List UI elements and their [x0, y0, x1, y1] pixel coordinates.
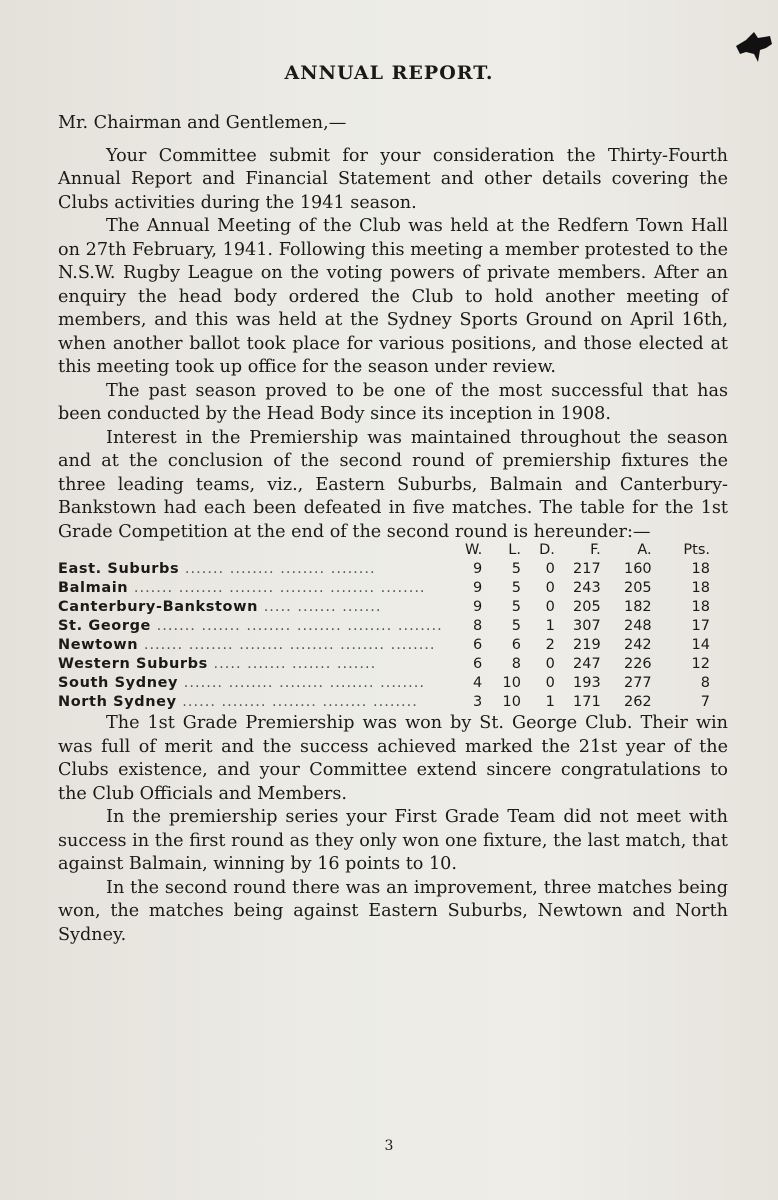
competition-table	[58, 541, 728, 712]
for-cell: 247	[573, 656, 601, 672]
for-header: F.	[590, 542, 601, 558]
won-cell: 9	[473, 580, 483, 596]
table-row	[58, 617, 728, 636]
page-number: 3	[384, 1138, 394, 1154]
paragraph-second-round: In the second round there was an improvement, three matches being won, the matches being against Eastern Suburbs, Newtown and North Sydney.	[58, 877, 728, 945]
against-cell: 242	[623, 637, 652, 653]
lost-cell: 6	[511, 637, 521, 653]
lost-cell: 10	[502, 675, 521, 691]
table-row	[58, 636, 728, 655]
paragraph-intro: Your Committee submit for your consideration the Thirty-Fourth Annual Report and Financial Statement and other details covering the Clubs activities during the 1941 season.	[58, 145, 728, 213]
for-cell: 243	[573, 580, 601, 596]
lost-cell: 5	[511, 599, 521, 615]
points-cell: 7	[700, 694, 710, 710]
points-cell: 8	[700, 675, 710, 691]
paragraph-season: The past season proved to be one of the most successful that has been conducted by the Head Body since its inception in 1908.	[58, 380, 728, 424]
against-header: A.	[637, 542, 652, 558]
team-cell: Newtown ....... ........ ........ ........ ........ ........	[58, 637, 436, 653]
drawn-cell: 0	[545, 656, 555, 672]
paragraph-premiership: Interest in the Premiership was maintained throughout the season and at the conclusion of the second round of premiership fixtures the three leading teams, viz., Eastern Suburbs, Balmain and Canterbury-Bankstown had each been defeated in five matches. The table for the 1st Grade Competition at the end of the second round is hereunder:—	[58, 427, 728, 542]
won-header: W.	[464, 542, 483, 558]
table-row	[58, 674, 728, 693]
points-header: Pts.	[683, 542, 710, 558]
team-cell: East. Suburbs ....... ........ ........ ........	[58, 561, 376, 577]
team-cell: Western Suburbs ..... ....... ....... .......	[58, 656, 377, 672]
for-cell: 217	[573, 561, 601, 577]
paragraph-first-round: In the premiership series your First Grade Team did not meet with success in the first round as they only won one fixture, the last match, that against Balmain, winning by 16 points to 10.	[58, 807, 728, 874]
report-body	[58, 112, 728, 947]
drawn-cell: 1	[545, 618, 555, 634]
table-row	[58, 579, 728, 598]
against-cell: 182	[623, 599, 652, 615]
lost-cell: 8	[511, 656, 521, 672]
drawn-cell: 1	[545, 694, 555, 710]
lost-cell: 10	[502, 694, 521, 710]
drawn-cell: 2	[545, 637, 555, 653]
team-cell: Balmain ....... ........ ........ ........ ........ ........	[58, 580, 426, 596]
won-cell: 6	[473, 637, 483, 653]
won-cell: 3	[473, 694, 483, 710]
won-cell: 8	[473, 618, 483, 634]
drawn-cell: 0	[545, 561, 555, 577]
won-cell: 6	[473, 656, 483, 672]
for-cell: 307	[573, 618, 601, 634]
points-cell: 18	[691, 599, 710, 615]
team-cell: North Sydney ...... ........ ........ ........ ........	[58, 694, 418, 710]
against-cell: 226	[623, 656, 652, 672]
page-title: ANNUAL REPORT.	[284, 62, 494, 84]
points-cell: 12	[691, 656, 710, 672]
table-row	[58, 655, 728, 674]
lost-cell: 5	[511, 561, 521, 577]
won-cell: 9	[473, 599, 483, 615]
won-cell: 9	[473, 561, 483, 577]
against-cell: 160	[623, 561, 652, 577]
team-cell: St. George ....... ....... ........ ........ ........ ........	[58, 618, 443, 634]
drawn-cell: 0	[545, 580, 555, 596]
paragraph-premiers: The 1st Grade Premiership was won by St. George Club. Their win was full of merit and the success achieved marked the 21st year of the Clubs existence, and your Committee extend sincere congratulations to the Club Officials and Members.	[58, 713, 728, 804]
table-row	[58, 598, 728, 617]
against-cell: 248	[623, 618, 652, 634]
points-cell: 18	[691, 580, 710, 596]
team-cell: South Sydney ....... ........ ........ ........ ........	[58, 675, 425, 691]
drawn-header: D.	[539, 542, 555, 558]
table-row	[58, 560, 728, 579]
points-cell: 14	[691, 637, 710, 653]
for-cell: 205	[573, 599, 601, 615]
lost-cell: 5	[511, 580, 521, 596]
for-cell: 193	[573, 675, 601, 691]
lost-header: L.	[508, 542, 521, 558]
for-cell: 219	[573, 637, 601, 653]
paragraph-annual-meeting: The Annual Meeting of the Club was held at the Redfern Town Hall on 27th February, 1941. Following this meeting a member protested to the N.S.W. Rugby League on the voting powers of private members. After an enquiry the head body ordered the Club to hold another meeting of members, and this was held at the Sydney Sports Ground on April 16th, when another ballot took place for various positions, and those elected at this meeting took up office for the season under review.	[58, 216, 728, 377]
team-cell: Canterbury-Bankstown ..... ....... .......	[58, 599, 382, 615]
points-cell: 18	[691, 561, 710, 577]
against-cell: 205	[623, 580, 652, 596]
against-cell: 277	[623, 675, 652, 691]
drawn-cell: 0	[545, 599, 555, 615]
points-cell: 17	[691, 618, 710, 634]
lost-cell: 5	[511, 618, 521, 634]
salutation: Mr. Chairman and Gentlemen,—	[58, 113, 347, 133]
table-row	[58, 693, 728, 712]
against-cell: 262	[623, 694, 652, 710]
for-cell: 171	[573, 694, 601, 710]
won-cell: 4	[473, 675, 483, 691]
drawn-cell: 0	[545, 675, 555, 691]
